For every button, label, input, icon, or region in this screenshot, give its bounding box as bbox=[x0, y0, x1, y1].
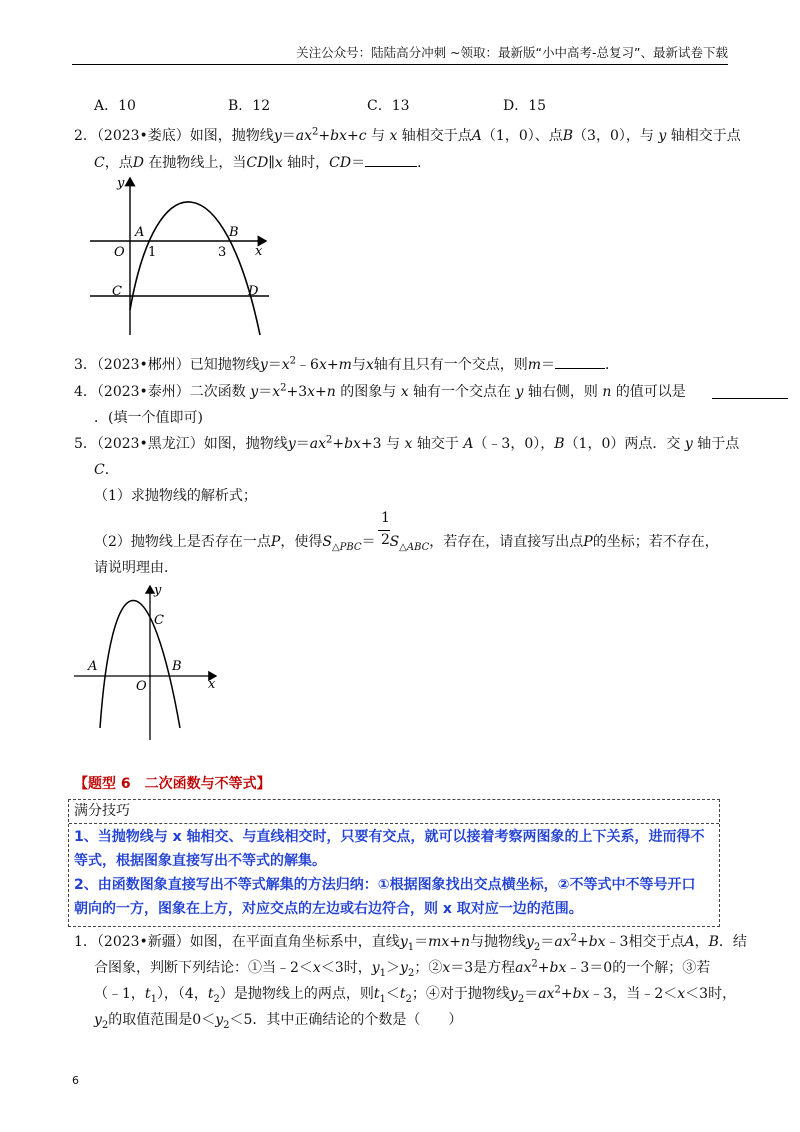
choice-b: B．12 bbox=[228, 98, 271, 114]
q4-answer-blank bbox=[712, 384, 788, 399]
q4-line1: 4．（2023•泰州）二次函数 $y=x^2+3x+n$ 的图象与 x 轴有一个交点在 y 轴右侧，则 n 的值可以是 bbox=[74, 382, 686, 400]
tips-box bbox=[68, 799, 720, 927]
choice-c: C．13 bbox=[367, 98, 410, 114]
choice-a: A．10 bbox=[94, 98, 136, 114]
tip-1-line2: 等式，根据图象直接写出不等式的解集。 bbox=[74, 853, 326, 869]
q5-part2-line1: （2）抛物线上是否存在一点P，使得$S_{\triangle PBC}= S_{\triangle ABC}$，若存在，请直接写出点P的坐标；若不存在， bbox=[94, 534, 719, 553]
q5-part2-line2: 请说明理由． bbox=[94, 560, 178, 576]
tip-2-line2: 朝向的一方，图象在上方，对应交点的左边或右边符合，则 x 取对应一边的范围。 bbox=[74, 901, 583, 917]
q5-line2: C． bbox=[94, 462, 119, 478]
fig1-y-label: y bbox=[117, 176, 125, 191]
fig2-origin-label: O bbox=[136, 679, 147, 694]
fig1-point-a: A bbox=[135, 225, 145, 240]
page-header: 关注公众号：陆陆高分冲刺 ~领取：最新版“小中高考-总复习”、最新试卷下载 bbox=[72, 44, 728, 65]
fig2-point-c: C bbox=[154, 613, 164, 628]
choice-d: D．15 bbox=[503, 98, 547, 114]
q5-part1: （1）求抛物线的解析式； bbox=[94, 488, 257, 504]
fig2-y-label: y bbox=[154, 583, 162, 598]
section-title: 【题型 6 二次函数与不等式】 bbox=[74, 776, 271, 792]
q5-fraction-denominator: 2 bbox=[381, 532, 390, 548]
fig1-point-c: C bbox=[112, 284, 122, 299]
fig1-tick-3: 3 bbox=[218, 245, 227, 260]
fig2-point-a: A bbox=[88, 659, 98, 674]
q3-line: 3．（2023•郴州）已知抛物线$y=x^2﹣6x+m$与x轴有且只有一个交点，则m＝ ． bbox=[74, 355, 620, 373]
fig2-x-label: x bbox=[208, 677, 216, 692]
q5-fraction-bar bbox=[378, 530, 390, 531]
q6-line3: （﹣1，$t_1$），（4，$t_2$）是抛物线上的两点，则$t_1<t_2$；④对于抛物线$y_2=ax^2+bx﹣3$，当﹣2＜x＜3时， bbox=[94, 984, 737, 1005]
page-number: 6 bbox=[72, 1074, 79, 1087]
fig1-tick-1: 1 bbox=[148, 245, 157, 260]
fig2-point-b: B bbox=[172, 659, 182, 674]
q6-line1: 1．（2023•新疆）如图，在平面直角坐标系中，直线$y_1=mx+n$与抛物线$y_2=ax^2+bx﹣3$相交于点A，B．结 bbox=[74, 932, 747, 953]
figure-parabola-1 bbox=[84, 170, 284, 345]
fig1-origin-label: O bbox=[114, 245, 125, 260]
tip-2-line1: 2、由函数图象直接写出不等式解集的方法归纳：①根据图象找出交点横坐标，②不等式中不等号开口 bbox=[74, 877, 696, 893]
q5-fraction-numerator: 1 bbox=[381, 510, 390, 526]
figure-parabola-2 bbox=[68, 578, 238, 748]
q4-line2: ．(填一个值即可) bbox=[94, 410, 203, 426]
fig1-x-label: x bbox=[255, 244, 263, 259]
q2-line2: C，点D 在抛物线上，当CD∥x 轴时，CD＝ ． bbox=[94, 152, 431, 173]
fig1-point-b: B bbox=[229, 225, 239, 240]
q5-line1: 5．（2023•黑龙江）如图，抛物线$y=ax^2+bx+3$ 与 x 轴交于 A（﹣3，0），B（1，0）两点．交 y 轴于点 bbox=[74, 434, 740, 452]
q6-line2: 合图象，判断下列结论：①当﹣2＜x＜3时，$y_1>y_2$；②x＝3是方程$ax^2+bx﹣3=0$的一个解；③若 bbox=[94, 958, 711, 979]
q2-line1: 2．（2023•娄底）如图，抛物线$y=ax^2+bx+c$ 与 x 轴相交于点A（1，0）、点B（3，0），与 y 轴相交于点 bbox=[74, 126, 741, 144]
q6-line4: $y_2$的取值范围是$0<y_2<5$．其中正确结论的个数是（ ） bbox=[94, 1012, 463, 1031]
tip-1-line1: 1、当抛物线与 x 轴相交、与直线相交时，只要有交点，就可以接着考察两图象的上下关系，进而得不 bbox=[74, 829, 705, 845]
tips-header: 满分技巧 bbox=[69, 800, 719, 824]
fig1-point-d: D bbox=[248, 284, 259, 299]
